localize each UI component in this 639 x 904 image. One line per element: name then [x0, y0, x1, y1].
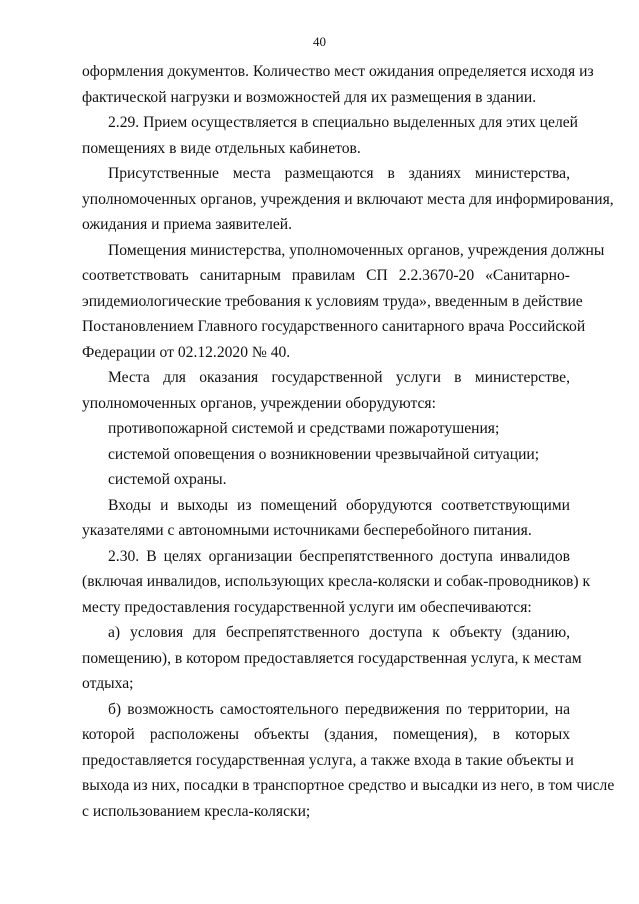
text-line: 2.29. Прием осуществляется в специально выделенных для этих целей	[108, 114, 578, 131]
text-line: месту предоставления государственной услуги им обеспечиваются:	[82, 598, 532, 616]
text-line: системой оповещения о возникновении чрезвычайной ситуации;	[108, 445, 540, 463]
text-line: которой расположены объекты (здания, помещения), в которых	[82, 726, 570, 743]
text-line: 2.30. В целях организации беспрепятственного доступа инвалидов	[108, 547, 570, 565]
text-line: помещению), в котором предоставляется государственная услуга, к местам	[82, 649, 582, 667]
text-line: предоставляется государственная услуга, а также входа в такие объекты и	[82, 751, 574, 769]
text-line: Входы и выходы из помещений оборудуются соответствующими	[108, 496, 570, 514]
text-line: уполномоченных органов, учреждения и включают места для информирования,	[82, 190, 614, 208]
page-number: 40	[313, 34, 326, 49]
text-line: системой охраны.	[108, 471, 227, 488]
text-line: соответствовать санитарным правилам СП 2.2.3670-20 «Санитарно-	[82, 267, 570, 284]
text-line: Помещения министерства, уполномоченных органов, учреждения должны	[108, 241, 605, 259]
text-line: противопожарной системой и средствами пожаротушения;	[108, 420, 500, 437]
text-line: с использованием кресла-коляски;	[82, 802, 311, 820]
text-line: отдыха;	[82, 675, 134, 692]
text-line: а) условия для беспрепятственного доступа к объекту (зданию,	[108, 624, 570, 641]
text-line: уполномоченных органов, учреждении оборудуются:	[82, 394, 436, 412]
text-line: Места для оказания государственной услуги в министерстве,	[108, 369, 570, 386]
text-line: оформления документов. Количество мест ожидания определяется исходя из	[82, 63, 594, 80]
text-line: (включая инвалидов, использующих кресла-коляски и собак-проводников) к	[82, 573, 591, 590]
text-line: ожидания и приема заявителей.	[82, 216, 293, 233]
text-line: указателями с автономными источниками бесперебойного питания.	[82, 522, 532, 539]
text-line: б) возможность самостоятельного передвижения по территории, на	[108, 700, 570, 718]
text-line: выхода из них, посадки в транспортное средство и высадки из него, в том числе	[82, 777, 615, 794]
text-line: Постановлением Главного государственного санитарного врача Российской	[82, 318, 586, 335]
text-line: Федерации от 02.12.2020 № 40.	[82, 343, 291, 361]
text-line: Присутственные места размещаются в зданиях министерства,	[108, 165, 570, 182]
text-line: эпидемиологические требования к условиям труда», введенным в действие	[82, 292, 583, 310]
text-line: помещениях в виде отдельных кабинетов.	[82, 139, 361, 157]
document-body	[82, 59, 615, 824]
text-line: фактической нагрузки и возможностей для их размещения в здании.	[82, 88, 537, 106]
